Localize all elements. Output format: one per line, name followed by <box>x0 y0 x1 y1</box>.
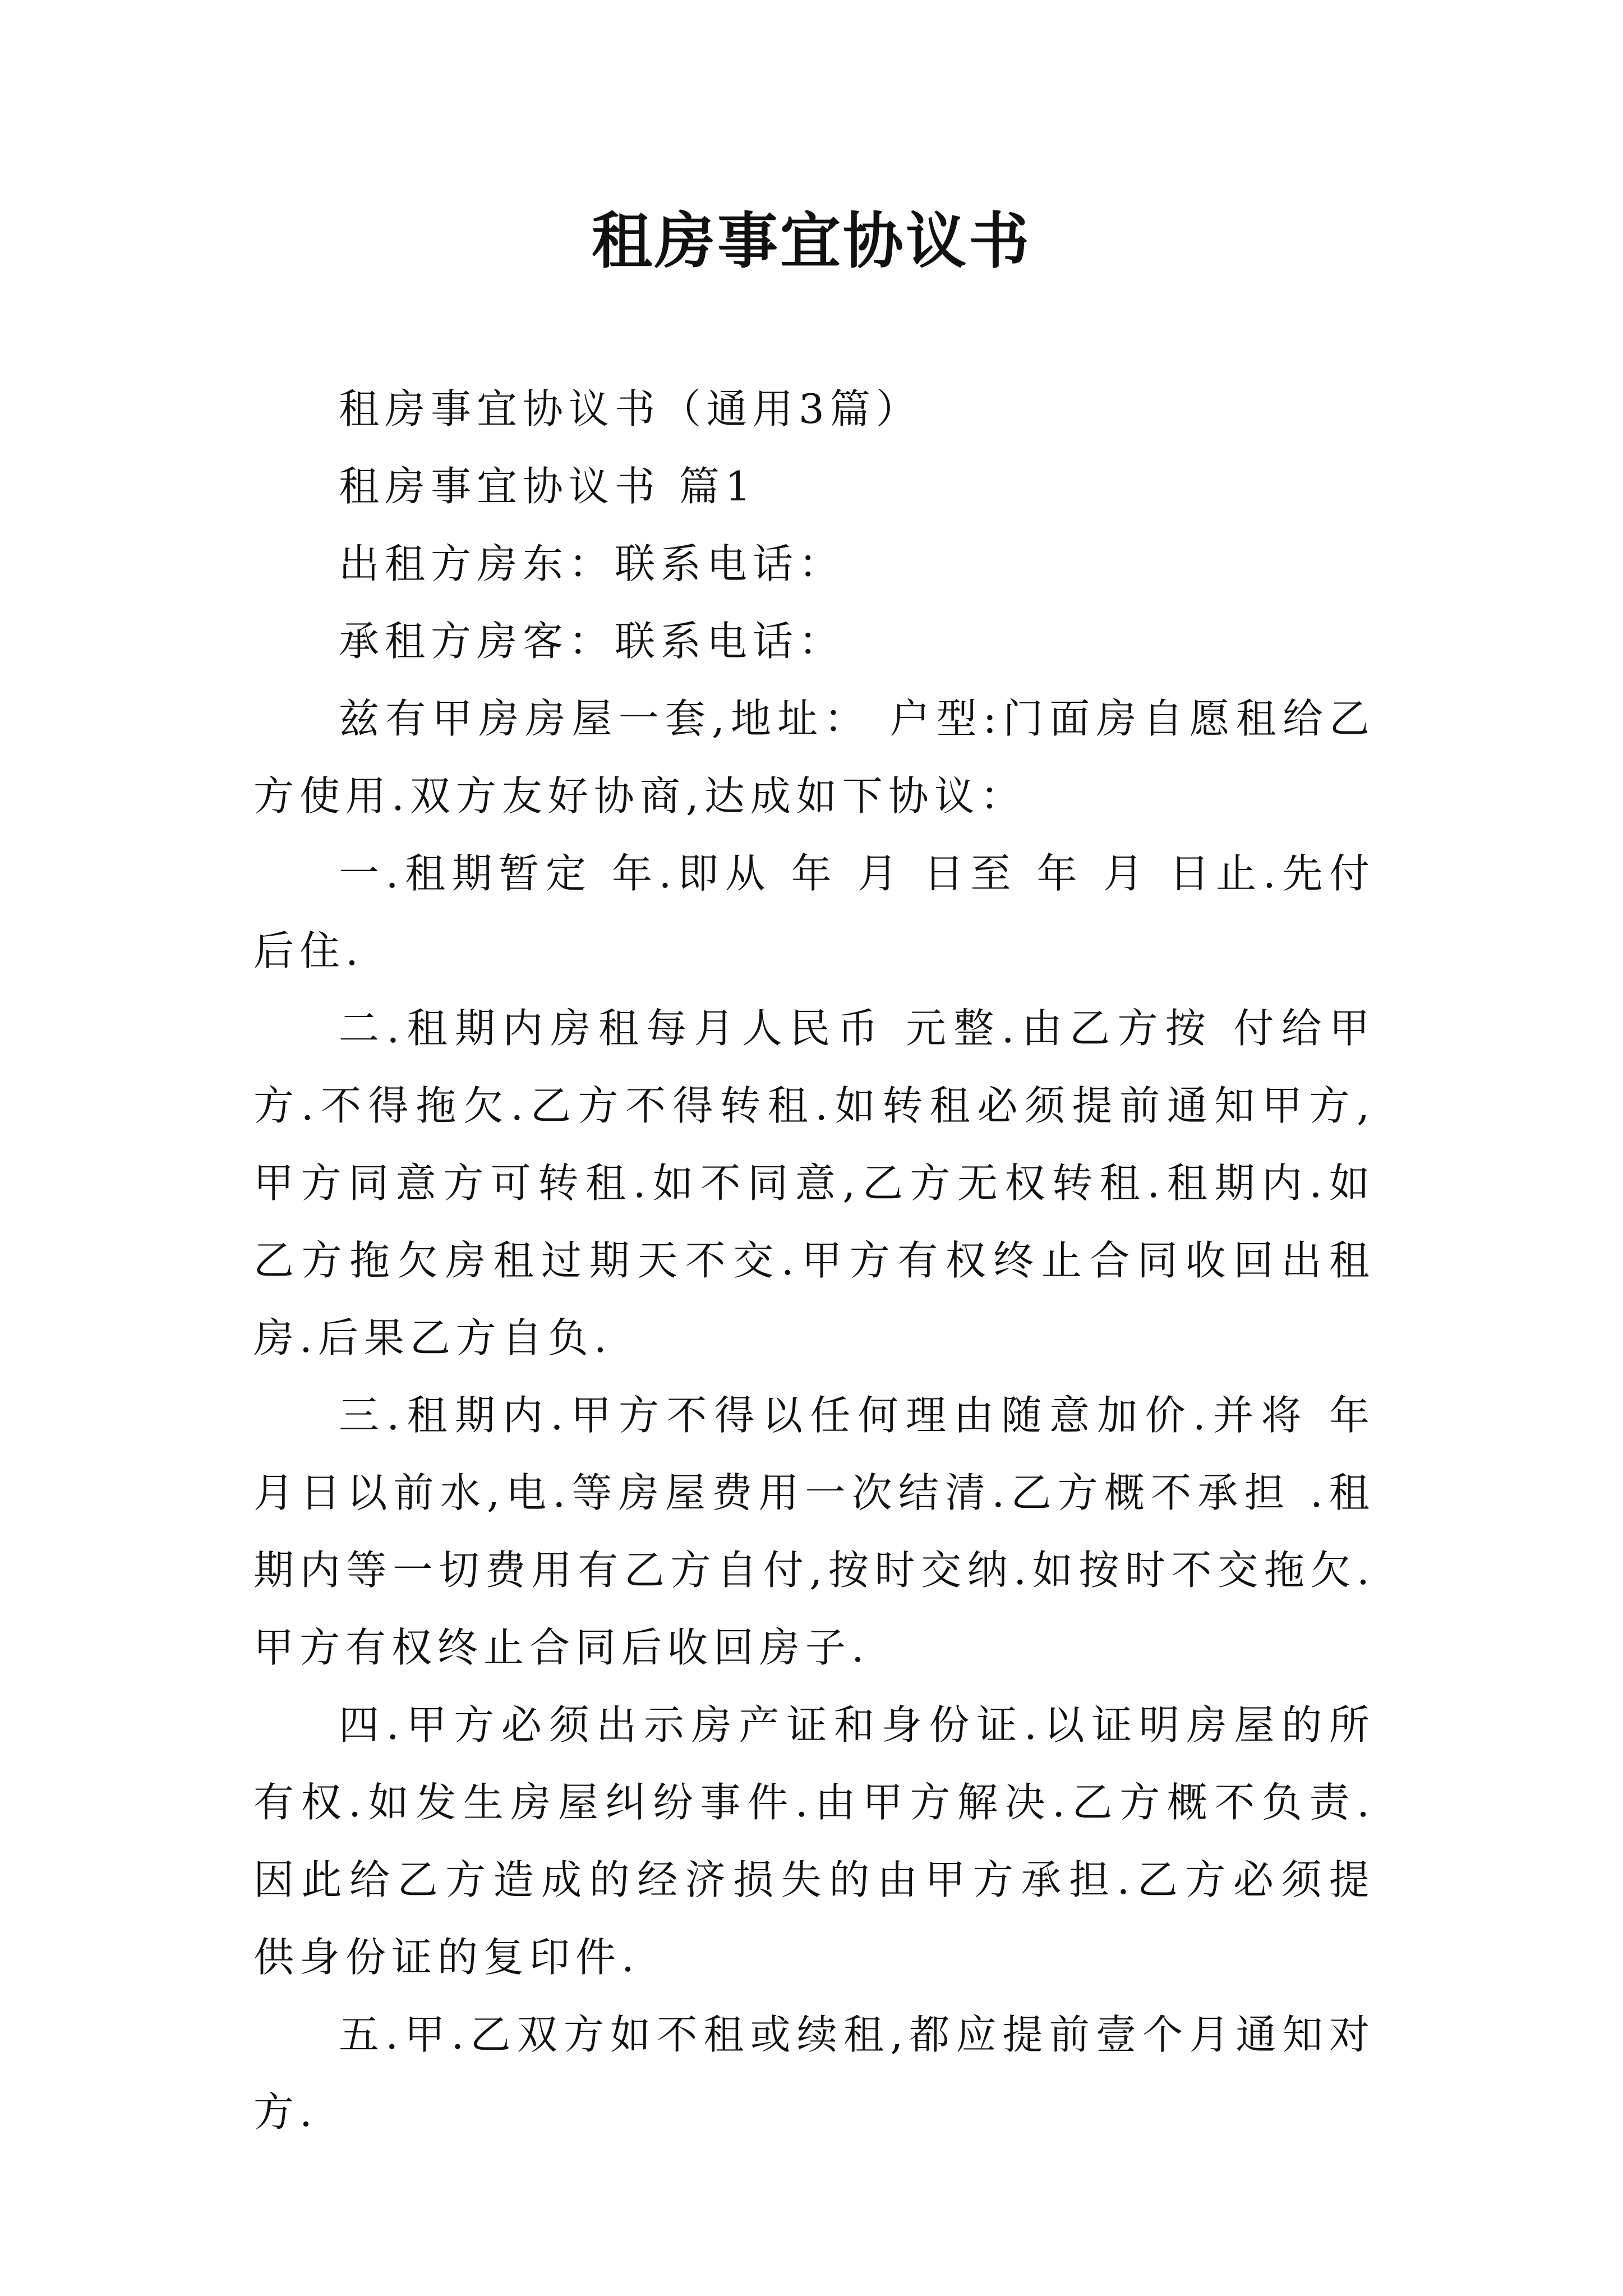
paragraph-lessee: 承租方房客：联系电话： <box>339 618 845 665</box>
paragraph-intro: 兹有甲房房屋一套,地址： 户型:门面房自愿租给乙方使用.双方友好协商,达成如下协议： <box>253 695 1375 820</box>
paragraph-clause-4: 四.甲方必须出示房产证和身份证.以证明房屋的所有权.如发生房屋纠纷事件.由甲方解决.乙方概不负责.因此给乙方造成的经济损失的由甲方承担.乙方必须提供身份证的复印件. <box>253 1701 1375 1981</box>
paragraph-section-title: 租房事宜协议书 篇1 <box>339 463 757 510</box>
paragraph-clause-3: 三.租期内.甲方不得以任何理由随意加价.并将 年 月日以前水,电.等房屋费用一次结清.乙方概不承担 .租期内等一切费用有乙方自付,按时交纳.如按时不交拖欠.甲方有权终止合同后收回房子. <box>253 1392 1375 1671</box>
paragraph-clause-5: 五.甲.乙双方如不租或续租,都应提前壹个月通知对方. <box>253 2011 1375 2136</box>
paragraph-lessor: 出租方房东：联系电话： <box>339 540 845 587</box>
document-body <box>253 370 1375 2151</box>
paragraph-clause-2: 二.租期内房租每月人民币 元整.由乙方按 付给甲方.不得拖欠.乙方不得转租.如转租必须提前通知甲方,甲方同意方可转租.如不同意,乙方无权转租.租期内.如乙方拖欠房租过期天不交.甲方有权终止合同收回出租房.后果乙方自负. <box>253 1005 1375 1361</box>
paragraph-clause-1: 一.租期暂定 年.即从 年 月 日至 年 月 日止.先付后住. <box>253 850 1375 974</box>
document-title: 租房事宜协议书 <box>591 206 1031 277</box>
paragraph-heading: 租房事宜协议书（通用3篇） <box>339 385 922 432</box>
